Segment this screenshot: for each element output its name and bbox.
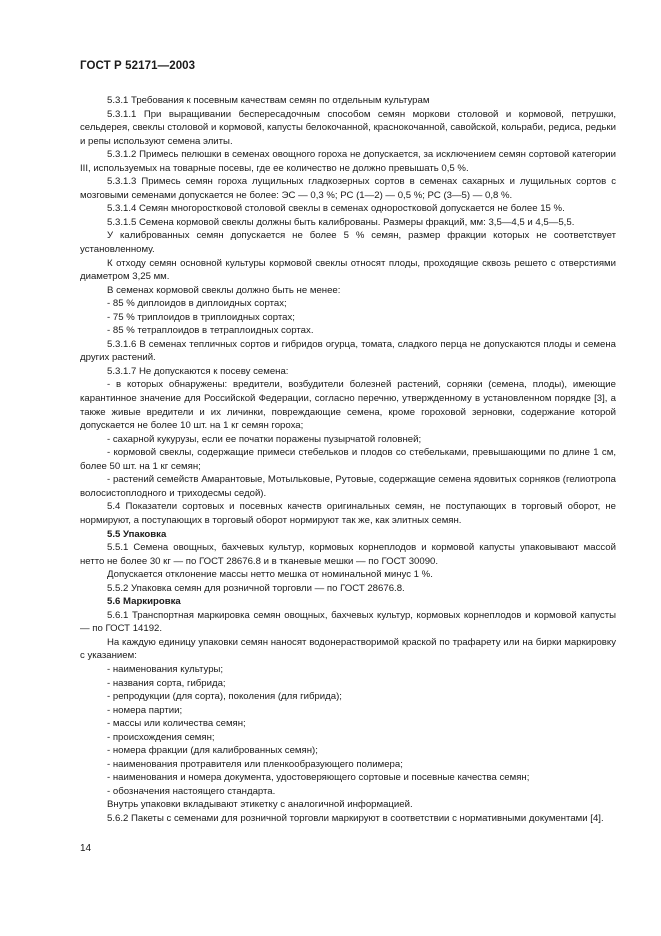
paragraph: 5.3.1.2 Примесь пелюшки в семенах овощного гороха не допускается, за исключением семян сортовой категории III, используемых на товарные посевы, где ее количество не должно превышать 0,5 %. xyxy=(80,149,616,174)
paragraph: На каждую единицу упаковки семян наносят водонерастворимой краской по трафарету или на бирки маркировку с указанием: xyxy=(80,636,616,662)
list-item: - репродукции (для сорта), поколения (для гибрида); xyxy=(107,691,342,703)
paragraph: 5.3.1.4 Семян многоростковой столовой свеклы в семенах одноростковой допускается не более 15 %. xyxy=(107,203,565,215)
paragraph: К отходу семян основной культуры кормовой свеклы относят плоды, проходящие сквозь решето с отверстиями диаметром 3,25 мм. xyxy=(80,257,616,283)
list-item: - в которых обнаружены: вредители, возбудители болезней растений, сорняки (семена, плоды), имеющие карантинное значение для Российской Федерации, согласно перечню, утвержденному в установленном порядке [3], а также живые вредители и их личинки, повреждающие семена, кроме гороховой зерновки, содержание которой допускается не более 10 шт. на 1 кг семян гороха; xyxy=(80,379,616,432)
section-heading: 5.5 Упаковка xyxy=(107,528,167,540)
list-item: - наименования протравителя или пленкообразующего полимера; xyxy=(107,758,403,770)
paragraph: 5.4 Показатели сортовых и посевных качеств оригинальных семян, не поступающих в торговый оборот, не нормируют, а поступающих в торговый оборот нормируют так же, как элитных семян. xyxy=(80,501,616,526)
paragraph: 5.3.1.1 При выращивании беспересадочным способом семян моркови столовой и кормовой, петрушки, сельдерея, свеклы столовой и кормовой, капусты белокочанной, краснокочанной, савойской, кольраби, редиса, редьки и репы используют семена элиты. xyxy=(80,108,616,147)
list-item: - сахарной кукурузы, если ее початки поражены пузырчатой головней; xyxy=(107,433,422,445)
paragraph: 5.3.1.7 Не допускаются к посеву семена: xyxy=(107,365,289,377)
paragraph: Допускается отклонение массы нетто мешка от номинальной минус 1 %. xyxy=(107,569,433,581)
list-item: - названия сорта, гибрида; xyxy=(107,677,226,689)
paragraph: В семенах кормовой свеклы должно быть не менее: xyxy=(107,284,341,296)
paragraph: Внутрь упаковки вкладывают этикетку с аналогичной информацией. xyxy=(107,799,413,811)
paragraph: 5.3.1 Требования к посевным качествам семян по отдельным культурам xyxy=(107,95,430,106)
section-heading: 5.6 Маркировка xyxy=(107,596,181,608)
list-item: - 85 % тетраплоидов в тетраплоидных сортах. xyxy=(107,325,314,337)
paragraph: 5.3.1.3 Примесь семян гороха лущильных гладкозерных сортов в семенах сахарных и лущильных сортов с мозговыми семенами допускается не более: ЭС — 0,3 %; РС (1—2) — 0,5 %; РС (3—5) — 0,8 %. xyxy=(80,176,616,201)
list-item: - номера фракции (для калиброванных семян); xyxy=(107,745,318,757)
page-number: 14 xyxy=(80,843,92,854)
list-item: - растений семейств Амарантовые, Мотыльковые, Рутовые, содержащие семена ядовитых сорняков (гелиотропа волосистоплодного и триходесмы седой). xyxy=(80,474,616,499)
list-item: - 85 % диплоидов в диплоидных сортах; xyxy=(107,298,287,310)
paragraph: 5.3.1.5 Семена кормовой свеклы должны быть калиброваны. Размеры фракций, мм: 3,5—4,5 и 4,5—5,5. xyxy=(107,216,575,228)
list-item: - кормовой свеклы, содержащие примеси стебельков и плодов со стебельками, превышающими по длине 1 см, более 50 шт. на 1 кг семян; xyxy=(80,447,616,472)
list-item: - наименования и номера документа, удостоверяющего сортовые и посевные качества семян; xyxy=(107,772,530,784)
paragraph: 5.5.1 Семена овощных, бахчевых культур, кормовых корнеплодов и кормовой капусты упаковывают массой нетто не более 30 кг — по ГОСТ 28676.8 и в тканевые мешки — по ГОСТ 30090. xyxy=(80,542,616,567)
list-item: - номера партии; xyxy=(107,704,183,716)
list-item: - массы или количества семян; xyxy=(107,718,246,730)
document-header: ГОСТ Р 52171—2003 xyxy=(80,60,196,72)
paragraph: 5.5.2 Упаковка семян для розничной торговли — по ГОСТ 28676.8. xyxy=(107,582,405,594)
paragraph: 5.6.2 Пакеты с семенами для розничной торговли маркируют в соответствии с нормативными документами [4]. xyxy=(107,812,604,824)
list-item: - 75 % триплоидов в триплоидных сортах; xyxy=(107,311,295,323)
document-body xyxy=(80,94,616,826)
list-item: - происхождения семян; xyxy=(107,731,215,743)
paragraph: 5.6.1 Транспортная маркировка семян овощных, бахчевых культур, кормовых корнеплодов и кормовой капусты — по ГОСТ 14192. xyxy=(80,609,616,635)
list-item: - обозначения настоящего стандарта. xyxy=(107,785,276,797)
list-item: - наименования культуры; xyxy=(107,663,224,675)
paragraph: 5.3.1.6 В семенах тепличных сортов и гибридов огурца, томата, сладкого перца не допускаются плоды и семена других растений. xyxy=(80,338,616,364)
paragraph: У калиброванных семян допускается не более 5 % семян, размер фракции которых не соответствует установленному. xyxy=(80,230,616,256)
